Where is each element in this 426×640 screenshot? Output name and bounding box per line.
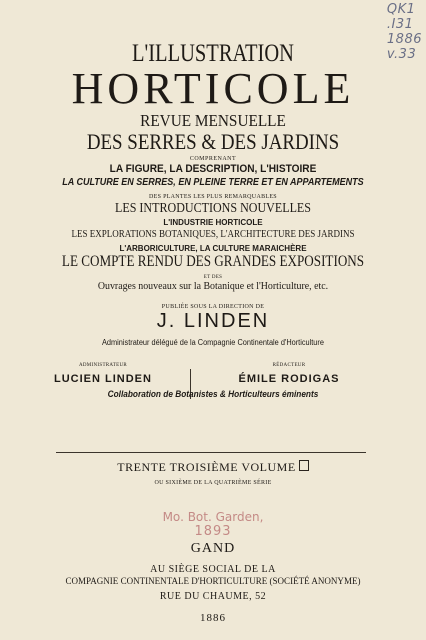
imprint-company: COMPAGNIE CONTINENTALE D'HORTICULTURE (SOCIÉTÉ ANONYME) xyxy=(65,577,361,587)
imprint-city: GAND xyxy=(190,541,236,556)
shelfmark-line: 1886 xyxy=(386,32,422,47)
library-stamp-line-2: 1893 xyxy=(194,524,232,539)
redacteur-label: RÉDACTEUR xyxy=(272,363,306,368)
title-line-4: DES SERRES & DES JARDINS xyxy=(86,129,340,154)
compte-rendu-text: LE COMPTE RENDU DES GRANDES EXPOSITIONS xyxy=(61,253,365,270)
volume-title-text: TRENTE TROISIÈME VOLUME xyxy=(117,460,296,474)
director-name: J. LINDEN xyxy=(156,310,270,332)
comprenant-text: COMPRENANT xyxy=(189,156,237,162)
admin-label: ADMINISTRATEUR xyxy=(78,363,128,368)
title-line-2: HORTICOLE xyxy=(71,64,355,113)
shelfmark-line: .I31 xyxy=(386,17,414,32)
ouvrages-text: Ouvrages nouveaux sur la Botanique et l'Horticulture, etc. xyxy=(97,280,329,292)
divider-rule xyxy=(56,452,366,453)
imprint-year: 1886 xyxy=(200,612,226,624)
plantes-text: DES PLANTES LES PLUS REMARQUABLES xyxy=(149,194,277,200)
introductions-text: LES INTRODUCTIONS NOUVELLES xyxy=(115,201,311,216)
volume-title xyxy=(0,460,426,475)
handwritten-shelfmark xyxy=(387,2,422,62)
collaboration-text: Collaboration de Botanistes & Horticulteurs éminents xyxy=(107,389,319,399)
imprint-address: RUE DU CHAUME, 52 xyxy=(159,591,267,602)
square-mark-icon xyxy=(299,460,309,471)
arboriculture-text: L'ARBORICULTURE, LA CULTURE MARAICHÈRE xyxy=(119,244,307,253)
industrie-text: L'INDUSTRIE HORTICOLE xyxy=(163,218,263,227)
culture-text: LA CULTURE EN SERRES, EN PLEINE TERRE ET EN APPARTEMENTS xyxy=(62,177,364,188)
redacteur-name: ÉMILE RODIGAS xyxy=(238,373,340,385)
admin-name: LUCIEN LINDEN xyxy=(54,373,152,385)
title-line-1: L'ILLUSTRATION xyxy=(131,40,294,67)
library-stamp-line-1: Mo. Bot. Garden, xyxy=(162,510,264,524)
title-line-3: REVUE MENSUELLE xyxy=(140,111,286,130)
imprint-siege: AU SIÈGE SOCIAL DE LA xyxy=(150,564,276,575)
shelfmark-line: v.33 xyxy=(386,47,417,62)
volume-series: OU SIXIÈME DE LA QUATRIÈME SÉRIE xyxy=(154,480,272,486)
et-des-text: ET DES xyxy=(203,275,223,280)
shelfmark-line: QK1 xyxy=(386,2,416,17)
director-role: Administrateur délégué de la Compagnie Continentale d'Horticulture xyxy=(102,338,324,347)
publiee-text: PUBLIÉE SOUS LA DIRECTION DE xyxy=(161,304,265,310)
explorations-text: LES EXPLORATIONS BOTANIQUES, L'ARCHITECTURE DES JARDINS xyxy=(71,229,355,240)
figure-text: LA FIGURE, LA DESCRIPTION, L'HISTOIRE xyxy=(109,163,317,175)
